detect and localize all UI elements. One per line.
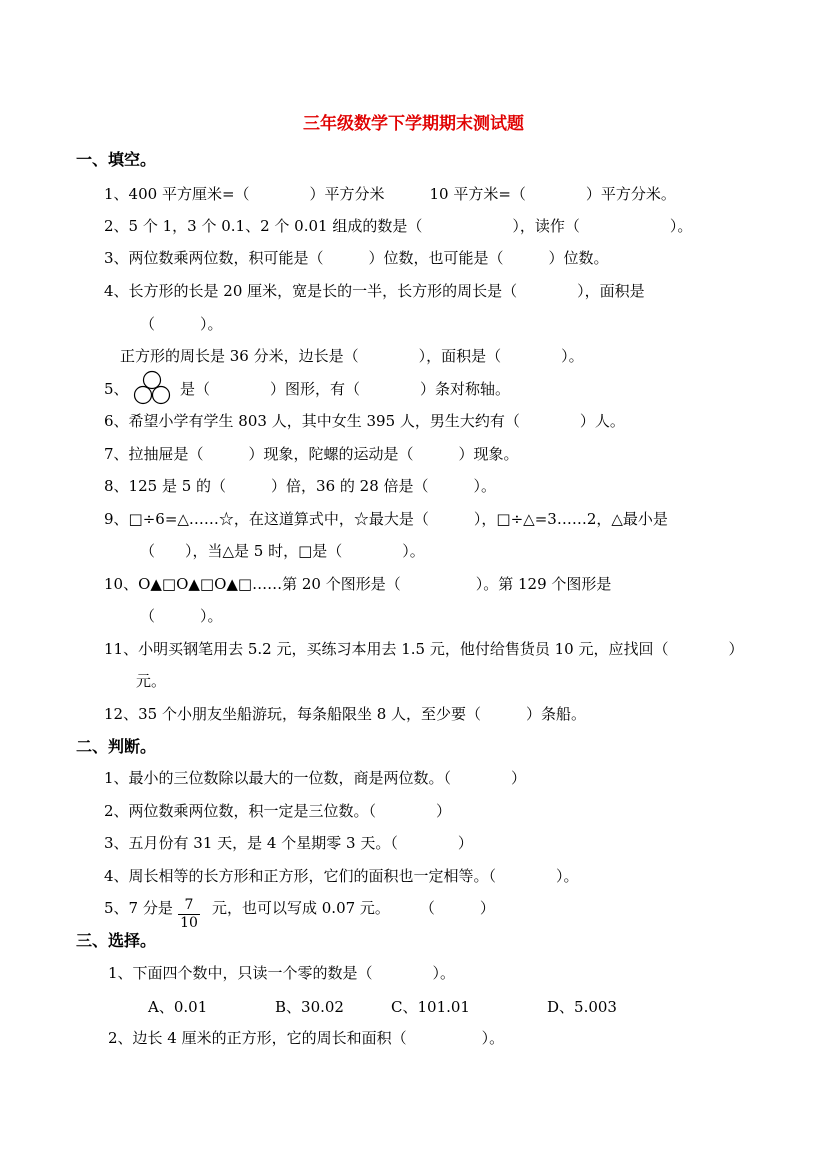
fill-question-8: 8、125 是 5 的（ ）倍，36 的 28 倍是（ ）。 <box>104 477 497 495</box>
fill-question-6: 6、希望小学有学生 803 人，其中女生 395 人，男生大约有（ ）人。 <box>104 412 625 430</box>
section-fill-blanks: 一、填空。 <box>76 150 157 169</box>
choice-option-a: A、0.01 <box>148 998 208 1016</box>
fraction-seven-tenths <box>178 897 200 932</box>
choice-question-1: 1、下面四个数中，只读一个零的数是（ ）。 <box>108 964 456 982</box>
judge-question-5-rest: 元，也可以写成 0.07 元。 （ ） <box>212 899 495 917</box>
judge-question-2: 2、两位数乘两位数，积一定是三位数。（ ） <box>104 802 452 820</box>
fill-question-10-line-1: 10、O▲□O▲□O▲□……第 20 个图形是（ ）。第 129 个图形是 <box>104 575 612 593</box>
fill-question-10-line-2: （ ）。 <box>140 607 223 625</box>
fill-question-3: 3、两位数乘两位数，积可能是（ ）位数，也可能是（ ）位数。 <box>104 249 609 267</box>
fill-question-11-line-1: 11、小明买钢笔用去 5.2 元，买练习本用去 1.5 元，他付给售货员 10 元，应找回（ ） <box>104 640 744 658</box>
section-judgement: 二、判断。 <box>76 737 157 756</box>
fill-question-4-line-2: （ ）。 <box>140 315 223 333</box>
choice-option-c: C、101.01 <box>391 998 470 1016</box>
fill-question-7: 7、拉抽屉是（ ）现象，陀螺的运动是（ ）现象。 <box>104 445 519 463</box>
choice-option-d: D、5.003 <box>547 998 617 1016</box>
fill-question-11-line-2: 元。 <box>136 672 167 690</box>
fill-question-5-rest: 是（ ）图形，有（ ）条对称轴。 <box>180 380 511 398</box>
judge-question-1: 1、最小的三位数除以最大的一位数，商是两位数。（ ） <box>104 769 527 787</box>
judge-question-5-prefix: 5、7 分是 <box>104 899 173 917</box>
judge-question-4: 4、周长相等的长方形和正方形，它们的面积也一定相等。（ ）。 <box>104 867 579 885</box>
three-circles-figure <box>133 370 171 406</box>
fill-question-4-line-3: 正方形的周长是 36 分米，边长是（ ），面积是（ ）。 <box>120 347 584 365</box>
choice-question-2: 2、边长 4 厘米的正方形，它的周长和面积（ ）。 <box>108 1029 505 1047</box>
choice-option-b: B、30.02 <box>275 998 344 1016</box>
fill-question-12: 12、35 个小朋友坐船游玩，每条船限坐 8 人，至少要（ ）条船。 <box>104 705 587 723</box>
fill-question-4-line-1: 4、长方形的长是 20 厘米，宽是长的一半，长方形的周长是（ ），面积是 <box>104 282 645 300</box>
fill-question-1: 1、400 平方厘米=（ ）平方分米 10 平方米=（ ）平方分米。 <box>104 185 676 203</box>
page-title: 三年级数学下学期期末测试题 <box>303 114 524 134</box>
fill-question-9-line-1: 9、□÷6=△……☆，在这道算式中，☆最大是（ ），□÷△=3……2，△最小是 <box>104 510 668 528</box>
fraction-numerator: 7 <box>178 897 200 915</box>
fill-question-9-line-2: （ ），当△是 5 时，□是（ ）。 <box>140 542 425 560</box>
fraction-denominator: 10 <box>180 915 198 931</box>
fill-question-2: 2、5 个 1，3 个 0.1、2 个 0.01 组成的数是（ ），读作（ ）。 <box>104 217 693 235</box>
section-choice: 三、选择。 <box>76 931 157 950</box>
judge-question-3: 3、五月份有 31 天，是 4 个星期零 3 天。（ ） <box>104 834 473 852</box>
fill-question-5-prefix: 5、 <box>104 380 129 398</box>
